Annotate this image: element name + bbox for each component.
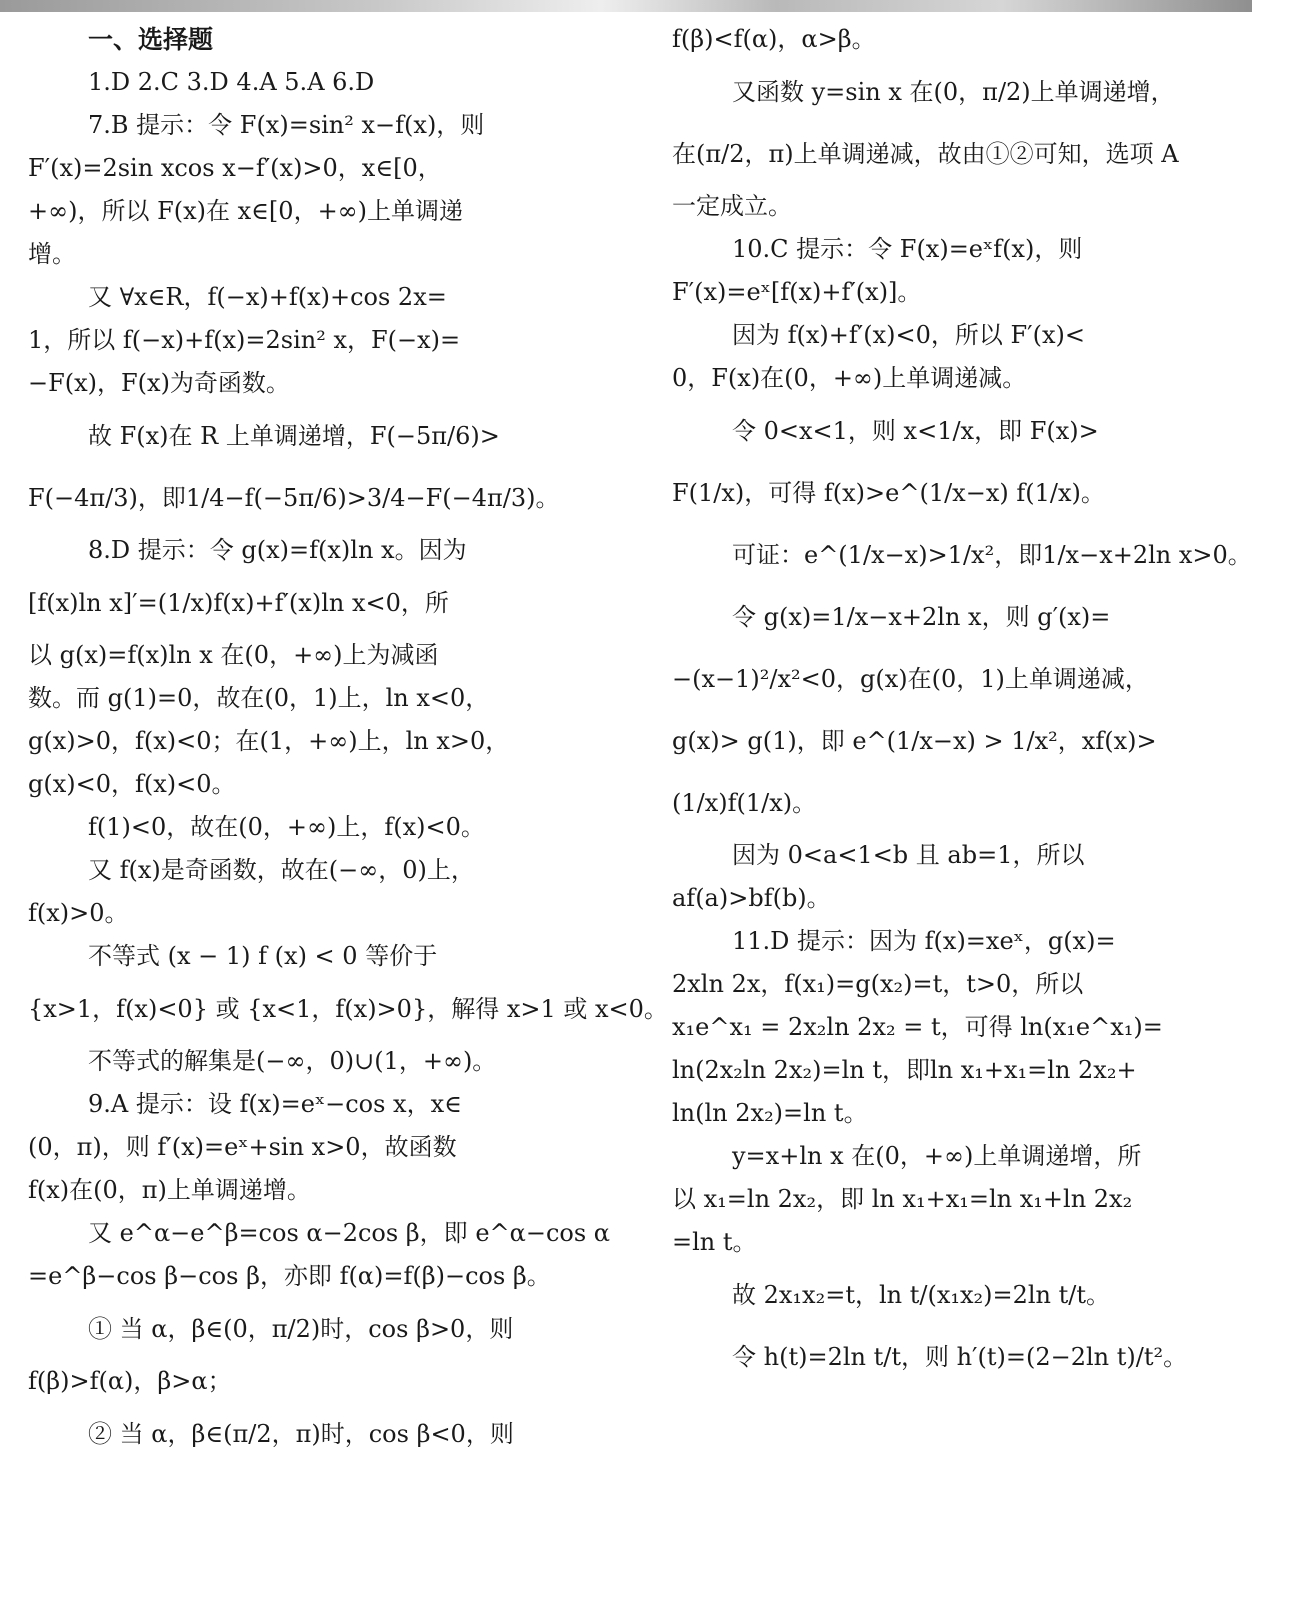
text-line: 1，所以 f(−x)+f(x)=2sin² x，F(−x)= <box>28 326 461 354</box>
right-column-lines <box>672 18 1252 1388</box>
text-line: af(a)>bf(b)。 <box>672 884 831 912</box>
top-decorative-band <box>0 0 1252 12</box>
text-line: 又 f(x)是奇函数，故在(−∞，0)上， <box>88 856 475 884</box>
right-column <box>672 18 1252 1388</box>
text-line: f(β)>f(α)，β>α； <box>28 1367 232 1395</box>
text-line: 因为 0<a<1<b 且 ab=1，所以 <box>732 841 1085 869</box>
text-line: 一定成立。 <box>672 192 792 220</box>
text-line: 7.B 提示：令 F(x)=sin² x−f(x)，则 <box>88 111 485 139</box>
text-line: ① 当 α，β∈(0，π/2)时，cos β>0，则 <box>88 1315 514 1343</box>
text-line: 令 0<x<1，则 x<1/x，即 F(x)> <box>732 417 1099 445</box>
text-line: g(x)>0，f(x)<0；在(1，+∞)上，ln x>0， <box>28 727 510 755</box>
text-line: 又 e^α−e^β=cos α−2cos β，即 e^α−cos α <box>88 1219 610 1247</box>
text-line: g(x)<0，f(x)<0。 <box>28 770 236 798</box>
text-line: [f(x)ln x]′=(1/x)f(x)+f′(x)ln x<0，所 <box>28 589 449 617</box>
text-line: =ln t。 <box>672 1228 757 1256</box>
text-line: 令 h(t)=2ln t/t，则 h′(t)=(2−2ln t)/t²。 <box>732 1343 1188 1371</box>
text-line: F′(x)=eˣ[f(x)+f′(x)]。 <box>672 278 922 306</box>
text-line: 10.C 提示：令 F(x)=eˣf(x)，则 <box>732 235 1083 263</box>
text-line: f(x)在(0，π)上单调递增。 <box>28 1176 311 1204</box>
text-line: 令 g(x)=1/x−x+2ln x，则 g′(x)= <box>732 603 1111 631</box>
text-line: 数。而 g(1)=0，故在(0，1)上，ln x<0， <box>28 684 490 712</box>
text-line: 又函数 y=sin x 在(0，π/2)上单调递增， <box>732 78 1175 106</box>
text-line: 以 x₁=ln 2x₂，即 ln x₁+x₁=ln x₁+ln 2x₂ <box>672 1185 1133 1213</box>
text-line: y=x+ln x 在(0，+∞)上单调递增，所 <box>732 1142 1142 1170</box>
text-line: 又 ∀x∈R，f(−x)+f(x)+cos 2x= <box>88 283 447 311</box>
text-line: 11.D 提示：因为 f(x)=xeˣ，g(x)= <box>732 927 1116 955</box>
text-line: F(1/x)，可得 f(x)>e^(1/x−x) f(1/x)。 <box>672 479 1105 507</box>
text-line: g(x)> g(1)，即 e^(1/x−x) > 1/x²，xf(x)> <box>672 727 1157 755</box>
text-line: 不等式 (x − 1) f (x) < 0 等价于 <box>88 942 438 970</box>
text-line: 9.A 提示：设 f(x)=eˣ−cos x，x∈ <box>88 1090 462 1118</box>
text-line: ② 当 α，β∈(π/2，π)时，cos β<0，则 <box>88 1420 514 1448</box>
text-line: (0，π)，则 f′(x)=eˣ+sin x>0，故函数 <box>28 1133 457 1161</box>
left-column <box>28 18 668 1465</box>
text-line: F(−4π/3)，即1/4−f(−5π/6)>3/4−F(−4π/3)。 <box>28 484 560 512</box>
text-line: f(β)<f(α)，α>β。 <box>672 25 876 53</box>
text-line: −(x−1)²/x²<0，g(x)在(0，1)上单调递减， <box>672 665 1149 693</box>
text-line: +∞)，所以 F(x)在 x∈[0，+∞)上单调递 <box>28 197 464 225</box>
text-line: ln(ln 2x₂)=ln t。 <box>672 1099 868 1127</box>
text-line: −F(x)，F(x)为奇函数。 <box>28 369 290 397</box>
text-line: 以 g(x)=f(x)ln x 在(0，+∞)上为减函 <box>28 641 439 669</box>
text-line: 2xln 2x，f(x₁)=g(x₂)=t，t>0，所以 <box>672 970 1084 998</box>
text-line: 在(π/2，π)上单调递减，故由①②可知，选项 A <box>672 140 1179 168</box>
text-line: (1/x)f(1/x)。 <box>672 789 817 817</box>
section-title: 一、选择题 <box>88 25 214 54</box>
text-line: {x>1，f(x)<0} 或 {x<1，f(x)>0}，解得 x>1 或 x<0。 <box>28 995 668 1023</box>
text-line: 可证：e^(1/x−x)>1/x²，即1/x−x+2ln x>0。 <box>732 541 1252 569</box>
text-line: 不等式的解集是(−∞，0)∪(1，+∞)。 <box>88 1047 497 1075</box>
text-line: 故 2x₁x₂=t，ln t/(x₁x₂)=2ln t/t。 <box>732 1281 1111 1309</box>
text-line: ln(2x₂ln 2x₂)=ln t，即ln x₁+x₁=ln 2x₂+ <box>672 1056 1137 1084</box>
text-line: 1.D 2.C 3.D 4.A 5.A 6.D <box>88 68 375 96</box>
text-line: 0，F(x)在(0，+∞)上单调递减。 <box>672 364 1027 392</box>
text-line: 8.D 提示：令 g(x)=f(x)ln x。因为 <box>88 536 467 564</box>
text-line: 故 F(x)在 R 上单调递增，F(−5π/6)> <box>88 422 500 450</box>
text-line: 因为 f(x)+f′(x)<0，所以 F′(x)< <box>732 321 1085 349</box>
text-line: f(1)<0，故在(0，+∞)上，f(x)<0。 <box>88 813 485 841</box>
left-column-lines <box>28 61 668 1465</box>
text-line: =e^β−cos β−cos β，亦即 f(α)=f(β)−cos β。 <box>28 1262 551 1290</box>
text-line: F′(x)=2sin xcos x−f′(x)>0，x∈[0， <box>28 154 442 182</box>
text-line: f(x)>0。 <box>28 899 129 927</box>
text-line: 增。 <box>28 240 76 268</box>
text-line: x₁e^x₁ = 2x₂ln 2x₂ = t，可得 ln(x₁e^x₁)= <box>672 1013 1163 1041</box>
